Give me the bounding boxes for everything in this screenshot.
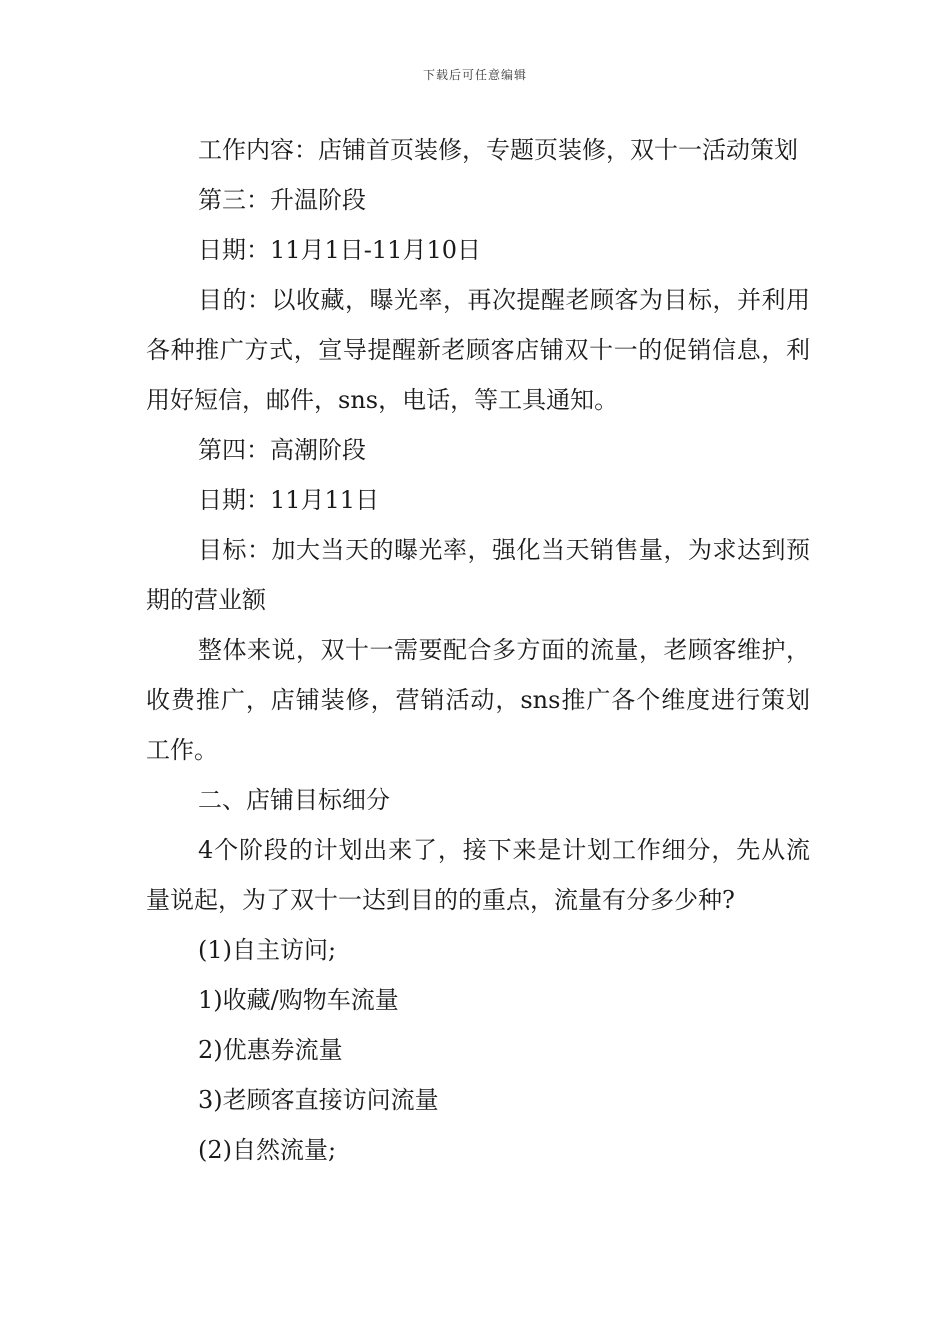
paragraph-work-content: 工作内容：店铺首页装修，专题页装修，双十一活动策划: [198, 136, 798, 164]
list-item-coupon: 2)优惠券流量: [198, 1036, 343, 1064]
list-item-natural-traffic: (2)自然流量;: [198, 1136, 337, 1164]
paragraph-stage-four-goal: 目标：加大当天的曝光率，强化当天销售量，为求达到预期的营业额: [146, 536, 810, 614]
paragraph-stage-three-date: 日期：11月1日-11月10日: [198, 236, 481, 264]
page-header-note: 下载后可任意编辑: [422, 68, 527, 82]
list-item-returning-customer: 3)老顾客直接访问流量: [198, 1086, 439, 1114]
section-heading-target-breakdown: 二、店铺目标细分: [198, 786, 390, 814]
list-item-direct-visit: (1)自主访问;: [198, 936, 337, 964]
paragraph-traffic-intro: 4个阶段的计划出来了，接下来是计划工作细分，先从流量说起，为了双十一达到目的的重点，流量有分多少种?: [146, 836, 810, 914]
list-item-favorites-cart: 1)收藏/购物车流量: [198, 986, 399, 1014]
paragraph-stage-three-goal: 目的：以收藏，曝光率，再次提醒老顾客为目标，并利用各种推广方式，宣导提醒新老顾客店铺双十一的促销信息，利用好短信，邮件，sns，电话，等工具通知。: [146, 286, 810, 414]
paragraph-stage-three-title: 第三：升温阶段: [198, 186, 366, 214]
document-body: [146, 125, 810, 1175]
paragraph-stage-four-title: 第四：高潮阶段: [198, 436, 366, 464]
paragraph-stage-four-date: 日期：11月11日: [198, 486, 380, 514]
paragraph-summary: 整体来说，双十一需要配合多方面的流量，老顾客维护，收费推广，店铺装修，营销活动，sns推广各个维度进行策划工作。: [146, 636, 810, 764]
